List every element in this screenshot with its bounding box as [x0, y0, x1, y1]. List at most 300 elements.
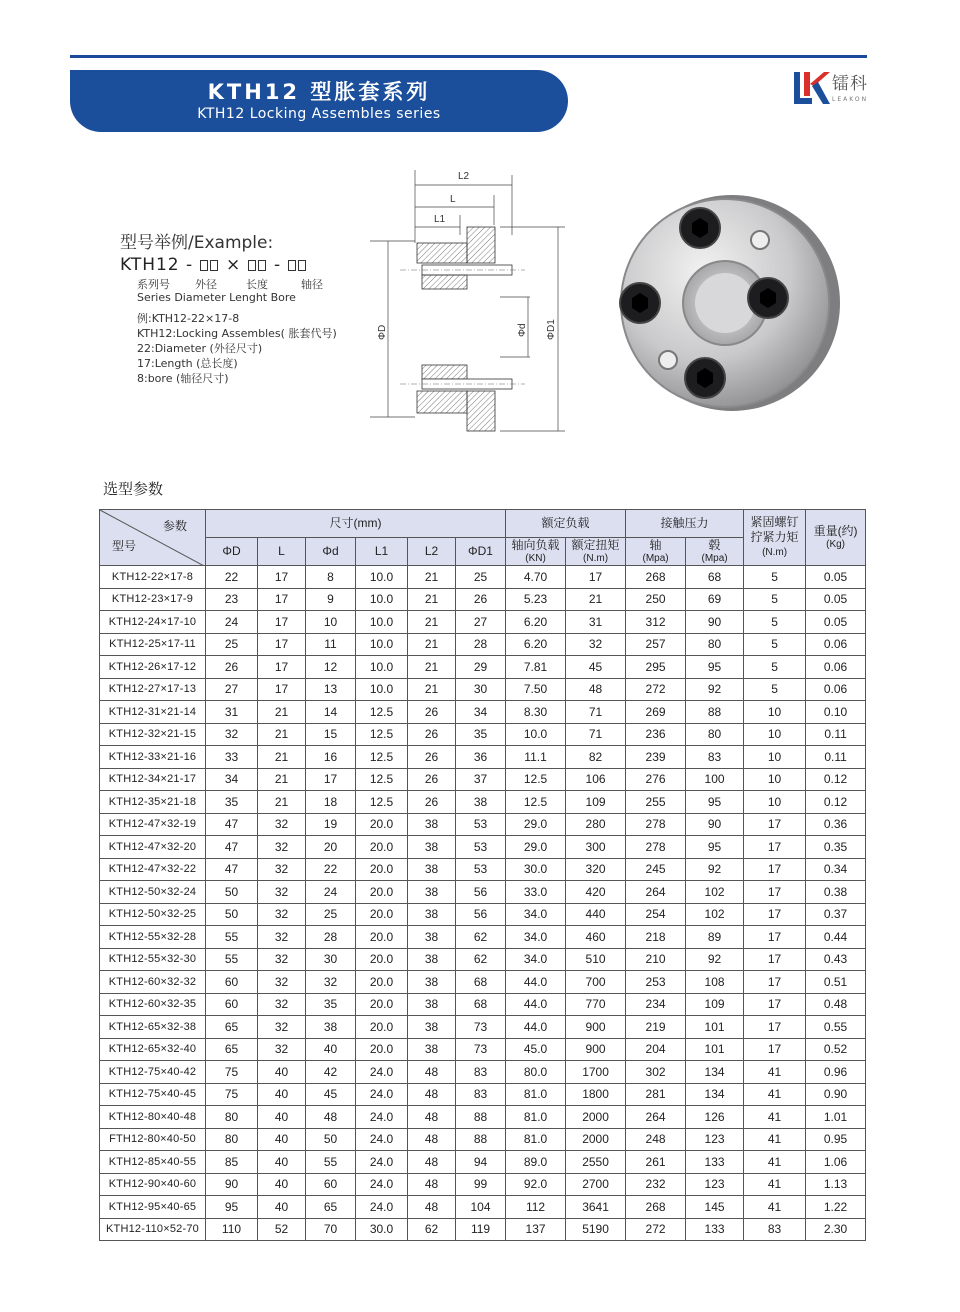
cell-L: 32 — [258, 881, 306, 904]
cell-screw-torque: 41 — [744, 1151, 806, 1174]
cell-weight: 1.06 — [806, 1151, 866, 1174]
cell-rated-torque: 106 — [566, 768, 626, 791]
cell-hub-pressure: 90 — [686, 611, 744, 634]
table-row — [100, 1128, 866, 1151]
cell-L1: 10.0 — [356, 611, 408, 634]
cell-hub-pressure: 133 — [686, 1151, 744, 1174]
cell-shaft-pressure: 236 — [626, 723, 686, 746]
cell-phiD: 55 — [206, 948, 258, 971]
cell-hub-pressure: 80 — [686, 723, 744, 746]
cell-hub-pressure: 68 — [686, 566, 744, 589]
cell-L1: 20.0 — [356, 948, 408, 971]
cell-L1: 20.0 — [356, 971, 408, 994]
cell-phid: 60 — [306, 1173, 356, 1196]
cell-L1: 10.0 — [356, 678, 408, 701]
cell-weight: 0.48 — [806, 993, 866, 1016]
cell-axial-load: 34.0 — [506, 903, 566, 926]
cell-axial-load: 4.70 — [506, 566, 566, 589]
cell-rated-torque: 21 — [566, 588, 626, 611]
cell-screw-torque: 17 — [744, 813, 806, 836]
dim-phid-label: Φd — [517, 323, 528, 337]
table-row — [100, 701, 866, 724]
cell-axial-load: 44.0 — [506, 1016, 566, 1039]
cell-rated-torque: 300 — [566, 836, 626, 859]
cell-axial-load: 11.1 — [506, 746, 566, 769]
cell-phiD: 33 — [206, 746, 258, 769]
cell-phiD1: 35 — [456, 723, 506, 746]
cell-hub-pressure: 102 — [686, 881, 744, 904]
example-line: 22:Diameter (外径尺寸) — [137, 342, 263, 355]
cell-L: 32 — [258, 926, 306, 949]
cell-rated-torque: 420 — [566, 881, 626, 904]
weight-unit: (Kg) — [826, 538, 846, 550]
cell-rated-torque: 2000 — [566, 1128, 626, 1151]
cell-hub-pressure: 133 — [686, 1218, 744, 1241]
cell-L2: 21 — [408, 588, 456, 611]
cell-phid: 35 — [306, 993, 356, 1016]
cell-model: KTH12-95×40-65 — [100, 1196, 206, 1219]
cell-phiD1: 83 — [456, 1083, 506, 1106]
cell-model: KTH12-33×21-16 — [100, 746, 206, 769]
table-row — [100, 1151, 866, 1174]
cell-rated-torque: 82 — [566, 746, 626, 769]
table-row — [100, 791, 866, 814]
cell-weight: 0.12 — [806, 768, 866, 791]
cell-model: KTH12-75×40-42 — [100, 1061, 206, 1084]
label-bore-cn: 轴径 — [301, 278, 323, 291]
cell-L1: 20.0 — [356, 993, 408, 1016]
cell-L1: 24.0 — [356, 1106, 408, 1129]
cell-phiD1: 83 — [456, 1061, 506, 1084]
screw-torque-label: 紧固螺钉拧紧力矩 — [750, 515, 799, 544]
cell-shaft-pressure: 272 — [626, 678, 686, 701]
cell-screw-torque: 41 — [744, 1083, 806, 1106]
table-row — [100, 948, 866, 971]
cell-axial-load: 137 — [506, 1218, 566, 1241]
cell-L2: 21 — [408, 566, 456, 589]
cell-phiD: 110 — [206, 1218, 258, 1241]
cell-L1: 12.5 — [356, 746, 408, 769]
cell-phiD1: 56 — [456, 881, 506, 904]
header-hub-pressure — [686, 538, 744, 566]
cell-phiD: 75 — [206, 1061, 258, 1084]
cell-phiD: 32 — [206, 723, 258, 746]
cell-rated-torque: 2000 — [566, 1106, 626, 1129]
cell-phid: 45 — [306, 1083, 356, 1106]
cell-phiD1: 68 — [456, 971, 506, 994]
cell-axial-load: 45.0 — [506, 1038, 566, 1061]
cell-model: KTH12-80×40-48 — [100, 1106, 206, 1129]
cell-L: 32 — [258, 813, 306, 836]
cell-L: 17 — [258, 656, 306, 679]
cell-L: 32 — [258, 1016, 306, 1039]
header-phiD: ΦD — [206, 538, 258, 566]
cell-screw-torque: 10 — [744, 723, 806, 746]
cell-rated-torque: 2700 — [566, 1173, 626, 1196]
cell-L: 32 — [258, 993, 306, 1016]
cell-screw-torque: 10 — [744, 791, 806, 814]
cell-hub-pressure: 145 — [686, 1196, 744, 1219]
cell-L2: 21 — [408, 611, 456, 634]
cell-shaft-pressure: 255 — [626, 791, 686, 814]
cell-phiD: 65 — [206, 1016, 258, 1039]
rated-torque-label: 额定扭矩 — [571, 537, 620, 552]
table-row — [100, 611, 866, 634]
cell-rated-torque: 510 — [566, 948, 626, 971]
label-series-cn: 系列号 — [137, 278, 170, 291]
cell-L2: 38 — [408, 858, 456, 881]
cell-rated-torque: 3641 — [566, 1196, 626, 1219]
cell-weight: 0.12 — [806, 791, 866, 814]
cell-hub-pressure: 89 — [686, 926, 744, 949]
cell-screw-torque: 5 — [744, 566, 806, 589]
cell-shaft-pressure: 219 — [626, 1016, 686, 1039]
cell-phiD1: 30 — [456, 678, 506, 701]
cell-hub-pressure: 92 — [686, 948, 744, 971]
hub-pressure-label: 毂 — [708, 537, 721, 552]
cell-L1: 10.0 — [356, 588, 408, 611]
example-line: 例:KTH12-22×17-8 — [137, 312, 240, 325]
cell-screw-torque: 17 — [744, 971, 806, 994]
cell-shaft-pressure: 269 — [626, 701, 686, 724]
cell-phiD: 80 — [206, 1128, 258, 1151]
table-row — [100, 1196, 866, 1219]
cell-L2: 26 — [408, 746, 456, 769]
cell-model: KTH12-35×21-18 — [100, 791, 206, 814]
cell-screw-torque: 41 — [744, 1196, 806, 1219]
screw-torque-unit: (N.m) — [762, 547, 788, 558]
cell-model: KTH12-23×17-9 — [100, 588, 206, 611]
cell-hub-pressure: 92 — [686, 678, 744, 701]
cell-L: 40 — [258, 1106, 306, 1129]
cell-L2: 38 — [408, 926, 456, 949]
table-row — [100, 768, 866, 791]
cell-L1: 12.5 — [356, 701, 408, 724]
rated-torque-unit: (N.m) — [583, 552, 609, 564]
cell-screw-torque: 41 — [744, 1128, 806, 1151]
cell-phid: 32 — [306, 971, 356, 994]
dim-phiD1-label: ΦD1 — [546, 319, 557, 340]
cell-weight: 0.06 — [806, 678, 866, 701]
dim-L2-label: L2 — [458, 171, 470, 182]
table-row — [100, 858, 866, 881]
cell-L2: 48 — [408, 1128, 456, 1151]
axial-load-unit: (KN) — [525, 552, 546, 564]
example-labels-en: Series Diameter Lenght Bore — [137, 291, 296, 304]
weight-label: 重量(约) — [813, 523, 858, 538]
cell-phiD1: 36 — [456, 746, 506, 769]
cell-phiD1: 68 — [456, 993, 506, 1016]
cell-weight: 0.38 — [806, 881, 866, 904]
cell-model: KTH12-65×32-38 — [100, 1016, 206, 1039]
cell-phiD1: 73 — [456, 1016, 506, 1039]
cell-L1: 12.5 — [356, 791, 408, 814]
cell-rated-torque: 71 — [566, 701, 626, 724]
cell-model: KTH12-55×32-30 — [100, 948, 206, 971]
cell-axial-load: 5.23 — [506, 588, 566, 611]
cell-L1: 20.0 — [356, 881, 408, 904]
table-row — [100, 656, 866, 679]
cell-L: 40 — [258, 1061, 306, 1084]
cell-shaft-pressure: 253 — [626, 971, 686, 994]
cell-phiD1: 119 — [456, 1218, 506, 1241]
cell-axial-load: 29.0 — [506, 813, 566, 836]
cell-phid: 10 — [306, 611, 356, 634]
cell-phiD1: 53 — [456, 858, 506, 881]
cell-shaft-pressure: 248 — [626, 1128, 686, 1151]
cell-L2: 38 — [408, 903, 456, 926]
cell-weight: 0.05 — [806, 588, 866, 611]
cell-weight: 0.43 — [806, 948, 866, 971]
cell-shaft-pressure: 312 — [626, 611, 686, 634]
title-banner — [70, 70, 568, 132]
example-line: 17:Length (总长度) — [137, 357, 238, 370]
cell-phid: 28 — [306, 926, 356, 949]
cell-hub-pressure: 134 — [686, 1083, 744, 1106]
cell-model: KTH12-34×21-17 — [100, 768, 206, 791]
cell-screw-torque: 83 — [744, 1218, 806, 1241]
cell-weight: 0.11 — [806, 723, 866, 746]
cell-axial-load: 92.0 — [506, 1173, 566, 1196]
cell-screw-torque: 5 — [744, 656, 806, 679]
cell-L1: 24.0 — [356, 1173, 408, 1196]
cell-phiD: 60 — [206, 993, 258, 1016]
cell-shaft-pressure: 302 — [626, 1061, 686, 1084]
cell-phid: 65 — [306, 1196, 356, 1219]
cell-phiD: 24 — [206, 611, 258, 634]
cell-weight: 0.10 — [806, 701, 866, 724]
cell-weight: 0.96 — [806, 1061, 866, 1084]
cell-screw-torque: 5 — [744, 588, 806, 611]
cell-phid: 22 — [306, 858, 356, 881]
cell-L1: 20.0 — [356, 1038, 408, 1061]
cell-L1: 20.0 — [356, 926, 408, 949]
cell-shaft-pressure: 239 — [626, 746, 686, 769]
cell-hub-pressure: 92 — [686, 858, 744, 881]
cell-L: 21 — [258, 791, 306, 814]
technical-drawing — [360, 165, 580, 435]
cell-phiD1: 34 — [456, 701, 506, 724]
cell-L2: 38 — [408, 836, 456, 859]
page-title: KTH12 型胀套系列 — [207, 80, 431, 104]
bore-box-icon — [288, 256, 308, 276]
cell-screw-torque: 17 — [744, 881, 806, 904]
cell-axial-load: 10.0 — [506, 723, 566, 746]
cell-L1: 24.0 — [356, 1151, 408, 1174]
header-shaft-pressure — [626, 538, 686, 566]
cell-phiD1: 37 — [456, 768, 506, 791]
cell-L: 32 — [258, 1038, 306, 1061]
cell-phiD1: 53 — [456, 813, 506, 836]
cell-phiD: 90 — [206, 1173, 258, 1196]
cell-phiD1: 26 — [456, 588, 506, 611]
cell-axial-load: 8.30 — [506, 701, 566, 724]
cell-model: KTH12-85×40-55 — [100, 1151, 206, 1174]
table-row — [100, 881, 866, 904]
cell-L1: 20.0 — [356, 903, 408, 926]
cell-L2: 38 — [408, 993, 456, 1016]
cell-phiD: 60 — [206, 971, 258, 994]
table-row — [100, 903, 866, 926]
cell-phiD: 50 — [206, 903, 258, 926]
cell-axial-load: 44.0 — [506, 993, 566, 1016]
cell-rated-torque: 1700 — [566, 1061, 626, 1084]
cell-screw-torque: 5 — [744, 678, 806, 701]
cell-weight: 2.30 — [806, 1218, 866, 1241]
cell-screw-torque: 5 — [744, 633, 806, 656]
cell-shaft-pressure: 250 — [626, 588, 686, 611]
brand-name-cn: 镭科 — [832, 74, 868, 94]
page-subtitle: KTH12 Locking Assembles series — [197, 106, 441, 122]
cell-phiD: 22 — [206, 566, 258, 589]
cell-shaft-pressure: 278 — [626, 836, 686, 859]
cell-hub-pressure: 88 — [686, 701, 744, 724]
cell-L2: 26 — [408, 723, 456, 746]
header-size-group: 尺寸(mm) — [206, 510, 506, 538]
cell-L1: 20.0 — [356, 836, 408, 859]
shaft-pressure-label: 轴 — [649, 537, 662, 552]
table-row — [100, 971, 866, 994]
cell-model: KTH12-60×32-32 — [100, 971, 206, 994]
cell-L: 17 — [258, 566, 306, 589]
cell-axial-load: 12.5 — [506, 791, 566, 814]
cell-phid: 18 — [306, 791, 356, 814]
cell-rated-torque: 31 — [566, 611, 626, 634]
axial-load-label: 轴向负载 — [511, 537, 560, 552]
cell-axial-load: 30.0 — [506, 858, 566, 881]
cell-L: 32 — [258, 971, 306, 994]
cell-screw-torque: 17 — [744, 836, 806, 859]
cell-weight: 0.52 — [806, 1038, 866, 1061]
header-model-label: 型号 — [112, 539, 137, 553]
cell-L2: 38 — [408, 1016, 456, 1039]
cell-hub-pressure: 95 — [686, 836, 744, 859]
cell-rated-torque: 700 — [566, 971, 626, 994]
cell-rated-torque: 1800 — [566, 1083, 626, 1106]
table-row — [100, 1173, 866, 1196]
cell-axial-load: 6.20 — [506, 633, 566, 656]
table-row — [100, 1083, 866, 1106]
label-diameter-cn: 外径 — [195, 278, 217, 291]
cell-L2: 48 — [408, 1061, 456, 1084]
table-row — [100, 1106, 866, 1129]
cell-model: KTH12-25×17-11 — [100, 633, 206, 656]
cell-L1: 10.0 — [356, 656, 408, 679]
dim-L1-label: L1 — [434, 214, 446, 225]
cell-L: 32 — [258, 903, 306, 926]
header-screw-torque — [744, 510, 806, 566]
cell-L2: 26 — [408, 791, 456, 814]
header-weight — [806, 510, 866, 566]
cell-screw-torque: 10 — [744, 768, 806, 791]
cell-rated-torque: 2550 — [566, 1151, 626, 1174]
header-L: L — [258, 538, 306, 566]
cell-weight: 0.36 — [806, 813, 866, 836]
cell-shaft-pressure: 281 — [626, 1083, 686, 1106]
cell-phiD1: 94 — [456, 1151, 506, 1174]
dash-sign: - — [274, 255, 282, 275]
cell-model: KTH12-50×32-24 — [100, 881, 206, 904]
table-row — [100, 566, 866, 589]
cell-shaft-pressure: 278 — [626, 813, 686, 836]
table-row — [100, 723, 866, 746]
cell-weight: 0.51 — [806, 971, 866, 994]
cell-L: 32 — [258, 858, 306, 881]
cell-shaft-pressure: 276 — [626, 768, 686, 791]
dim-phiD-label: ΦD — [377, 324, 388, 340]
cell-model: KTH12-47×32-19 — [100, 813, 206, 836]
cell-model: KTH12-50×32-25 — [100, 903, 206, 926]
cell-phiD: 65 — [206, 1038, 258, 1061]
cell-phid: 9 — [306, 588, 356, 611]
cell-model: KTH12-26×17-12 — [100, 656, 206, 679]
cell-L2: 38 — [408, 813, 456, 836]
cell-L1: 24.0 — [356, 1196, 408, 1219]
cell-phid: 38 — [306, 1016, 356, 1039]
cell-hub-pressure: 101 — [686, 1038, 744, 1061]
cell-weight: 0.11 — [806, 746, 866, 769]
cell-shaft-pressure: 264 — [626, 1106, 686, 1129]
cell-phiD1: 56 — [456, 903, 506, 926]
cell-shaft-pressure: 272 — [626, 1218, 686, 1241]
cell-phiD: 75 — [206, 1083, 258, 1106]
cell-L: 52 — [258, 1218, 306, 1241]
cell-screw-torque: 10 — [744, 701, 806, 724]
cell-rated-torque: 770 — [566, 993, 626, 1016]
cell-phid: 13 — [306, 678, 356, 701]
cell-L2: 48 — [408, 1173, 456, 1196]
cell-screw-torque: 17 — [744, 1016, 806, 1039]
cell-L2: 26 — [408, 768, 456, 791]
cell-weight: 1.22 — [806, 1196, 866, 1219]
cell-L1: 24.0 — [356, 1128, 408, 1151]
header-pressure-group: 接触压力 — [626, 510, 744, 538]
cell-screw-torque: 17 — [744, 948, 806, 971]
cell-phiD1: 88 — [456, 1128, 506, 1151]
cell-L2: 48 — [408, 1196, 456, 1219]
cell-L: 21 — [258, 723, 306, 746]
cell-axial-load: 6.20 — [506, 611, 566, 634]
cell-L2: 21 — [408, 678, 456, 701]
cell-axial-load: 7.50 — [506, 678, 566, 701]
brand-logo — [792, 68, 872, 108]
cell-rated-torque: 48 — [566, 678, 626, 701]
cell-weight: 1.13 — [806, 1173, 866, 1196]
hub-pressure-unit: (Mpa) — [701, 552, 728, 564]
cell-L1: 24.0 — [356, 1061, 408, 1084]
cell-weight: 1.01 — [806, 1106, 866, 1129]
cell-weight: 0.35 — [806, 836, 866, 859]
cell-axial-load: 80.0 — [506, 1061, 566, 1084]
cell-phiD: 47 — [206, 836, 258, 859]
cell-phid: 30 — [306, 948, 356, 971]
cell-model: KTH12-55×32-28 — [100, 926, 206, 949]
cell-weight: 0.55 — [806, 1016, 866, 1039]
cell-model: KTH12-24×17-10 — [100, 611, 206, 634]
cell-L: 17 — [258, 678, 306, 701]
cell-phiD: 23 — [206, 588, 258, 611]
cell-L2: 26 — [408, 701, 456, 724]
cell-phiD1: 25 — [456, 566, 506, 589]
cell-hub-pressure: 100 — [686, 768, 744, 791]
cell-phiD1: 88 — [456, 1106, 506, 1129]
table-row — [100, 1061, 866, 1084]
cell-screw-torque: 41 — [744, 1173, 806, 1196]
header-load-group: 额定负载 — [506, 510, 626, 538]
cell-phiD: 27 — [206, 678, 258, 701]
cell-phiD: 47 — [206, 813, 258, 836]
example-line: 8:bore (轴径尺寸) — [137, 372, 229, 385]
